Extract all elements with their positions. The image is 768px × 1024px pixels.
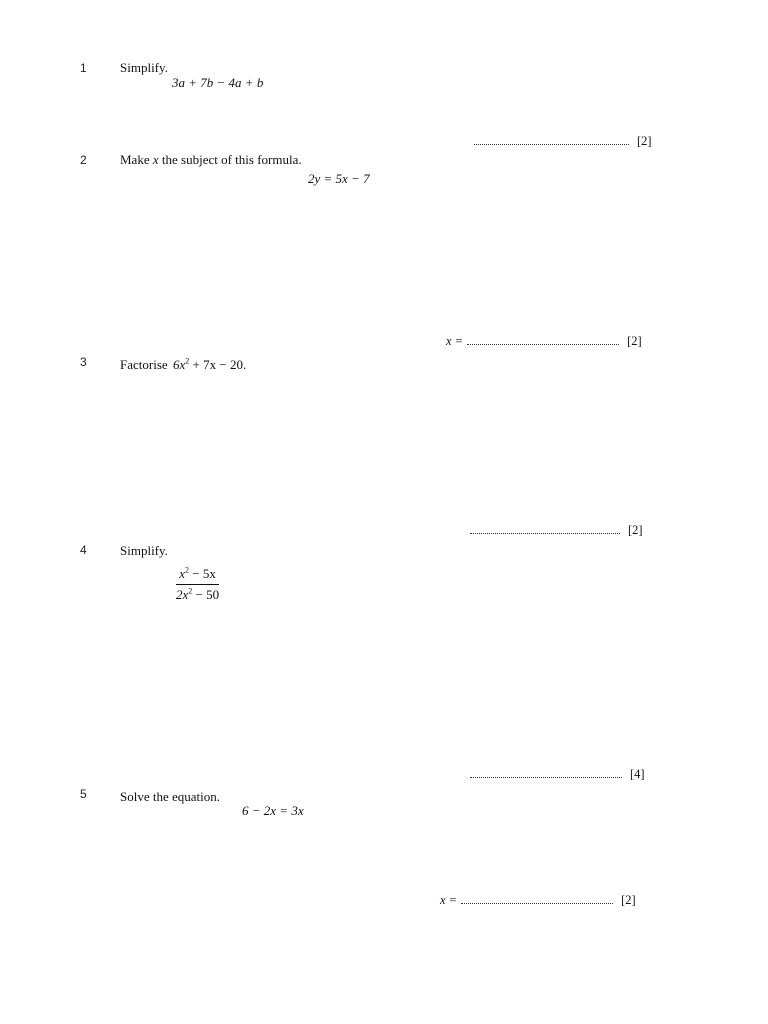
fraction-bar [176,584,219,585]
fraction-numerator: $x^2 - 5x$ [179,565,216,581]
question-prompt: Make x the subject of this formula. [120,152,302,167]
question-number: 2 [80,153,87,167]
marks-label: [2] [637,134,652,148]
answer-dotted-line [474,143,629,145]
answer-dotted-line [470,532,620,534]
question-number: 5 [80,787,87,801]
fraction-denominator: $2x^2 - 50$ [176,586,220,602]
marks-label: [2] [627,334,642,348]
question-number: 4 [80,543,87,557]
marks-label: [4] [630,767,645,781]
answer-prefix: x = [446,334,464,348]
marks-label: [2] [628,523,643,537]
question-number: 1 [80,61,87,75]
question-prompt: Factorise [120,357,168,372]
answer-line [466,523,643,538]
math-expression: 6 − 2x = 3x [242,803,304,818]
answer-dotted-line [470,776,622,778]
answer-line [466,767,645,782]
answer-dotted-line [467,343,619,345]
math-expression: 2y = 5x − 7 [308,171,370,186]
answer-line [470,134,652,149]
question-prompt: Simplify. [120,60,168,75]
fraction-expression [176,566,219,603]
math-expression: 3a + 7b − 4a + b [172,75,264,90]
answer-line [440,893,636,908]
answer-dotted-line [461,902,613,904]
question-prompt: Solve the equation. [120,789,221,804]
question-prompt: Simplify. [120,543,168,558]
question-number: 3 [80,355,87,369]
answer-prefix: x = [440,893,458,907]
marks-label: [2] [621,893,636,907]
math-expression: $6x^2 + 7x - 20$. [173,356,247,372]
answer-line [446,334,642,349]
